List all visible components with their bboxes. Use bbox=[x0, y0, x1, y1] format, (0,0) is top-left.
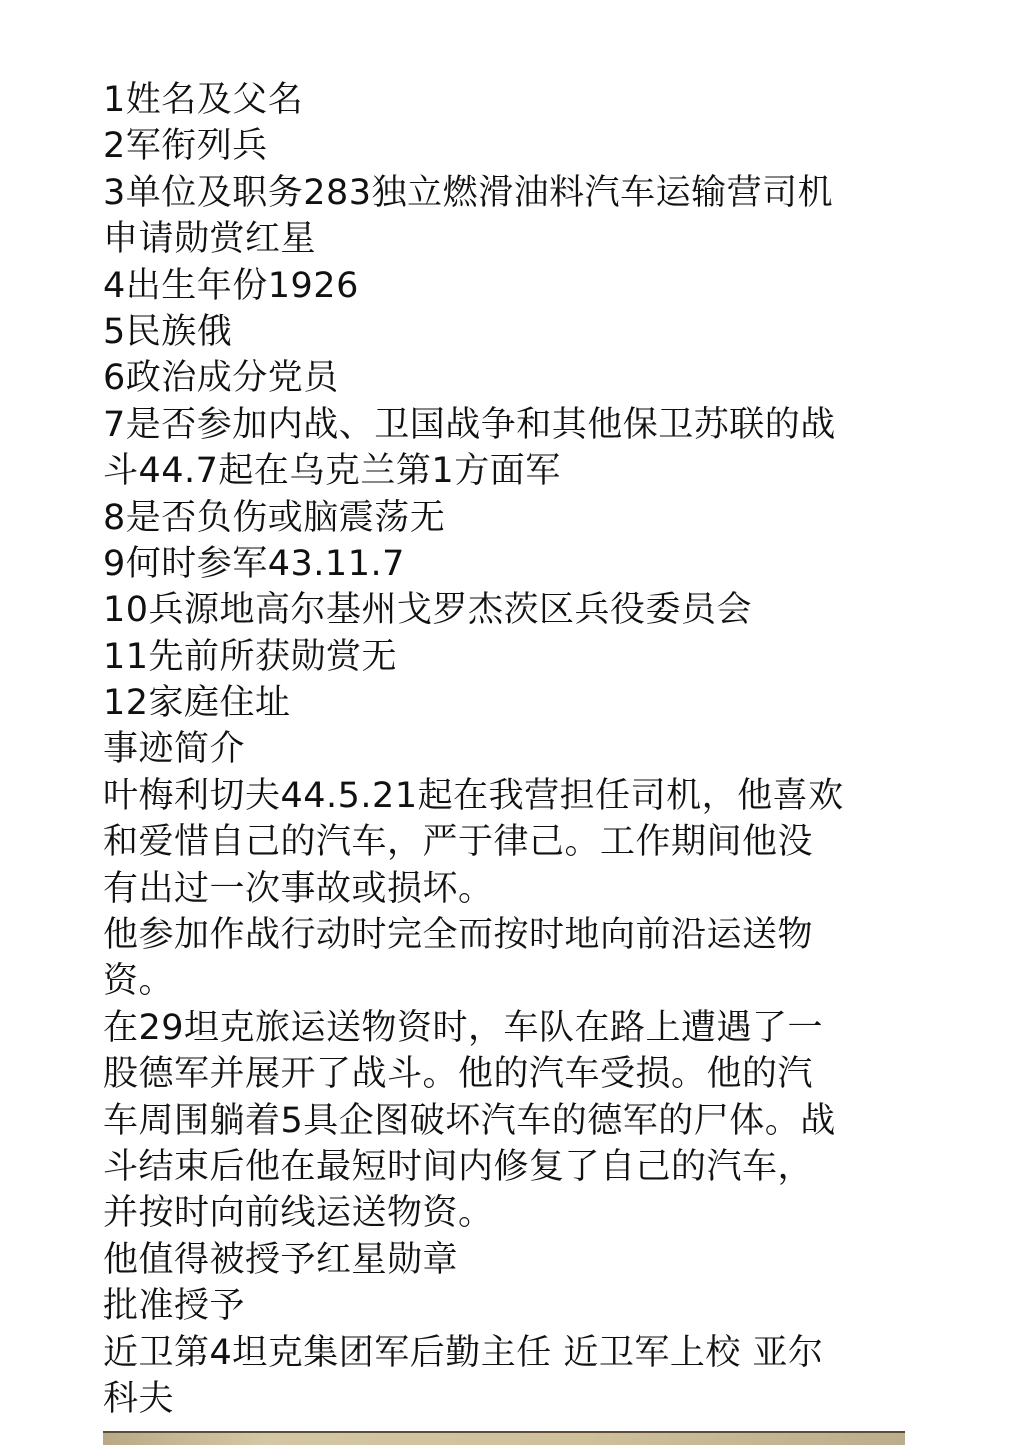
text-line: 车周围躺着5具企图破坏汽车的德军的尸体。战 bbox=[103, 1100, 836, 1141]
text-line: 4出生年份1926 bbox=[103, 265, 359, 306]
text-line: 11先前所获勋赏无 bbox=[103, 636, 398, 677]
text-line: 申请勋赏红星 bbox=[103, 219, 317, 260]
text-line: 他参加作战行动时完全而按时地向前沿运送物 bbox=[103, 915, 814, 956]
text-line: 和爱惜自己的汽车，严于律己。工作期间他没 bbox=[103, 822, 814, 863]
text-line: 斗结束后他在最短时间内修复了自己的汽车， bbox=[103, 1146, 814, 1187]
text-line: 12家庭住址 bbox=[103, 683, 291, 724]
text-line: 他值得被授予红星勋章 bbox=[103, 1239, 459, 1280]
text-line: 1姓名及父名 bbox=[103, 80, 304, 120]
text-line: 事迹简介 bbox=[103, 729, 246, 770]
text-line: 批准授予 bbox=[103, 1286, 246, 1327]
text-line: 6政治成分党员 bbox=[103, 358, 339, 399]
text-line: 有出过一次事故或损坏。 bbox=[103, 868, 494, 909]
archive-photo-edge bbox=[103, 1431, 905, 1445]
text-line: 斗44.7起在乌克兰第1方面军 bbox=[103, 451, 561, 492]
award-document-text bbox=[103, 77, 923, 1422]
text-line: 科夫 bbox=[103, 1378, 175, 1419]
text-line: 资。 bbox=[103, 961, 175, 1002]
text-line: 5民族俄 bbox=[103, 311, 233, 352]
text-line: 近卫第4坦克集团军后勤主任 近卫军上校 亚尔 bbox=[103, 1332, 824, 1373]
text-line: 7是否参加内战、卫国战争和其他保卫苏联的战 bbox=[103, 404, 836, 445]
text-line: 并按时向前线运送物资。 bbox=[103, 1193, 494, 1234]
text-line: 3单位及职务283独立燃滑油料汽车运输营司机 bbox=[103, 172, 834, 213]
text-line: 9何时参军43.11.7 bbox=[103, 543, 405, 584]
text-line: 股德军并展开了战斗。他的汽车受损。他的汽 bbox=[103, 1054, 814, 1095]
text-line: 10兵源地高尔基州戈罗杰茨区兵役委员会 bbox=[103, 590, 753, 631]
text-line: 叶梅利切夫44.5.21起在我营担任司机，他喜欢 bbox=[103, 775, 844, 816]
text-line: 8是否负伤或脑震荡无 bbox=[103, 497, 446, 538]
text-line: 在29坦克旅运送物资时，车队在路上遭遇了一 bbox=[103, 1007, 824, 1048]
text-line: 2军衔列兵 bbox=[103, 126, 268, 167]
